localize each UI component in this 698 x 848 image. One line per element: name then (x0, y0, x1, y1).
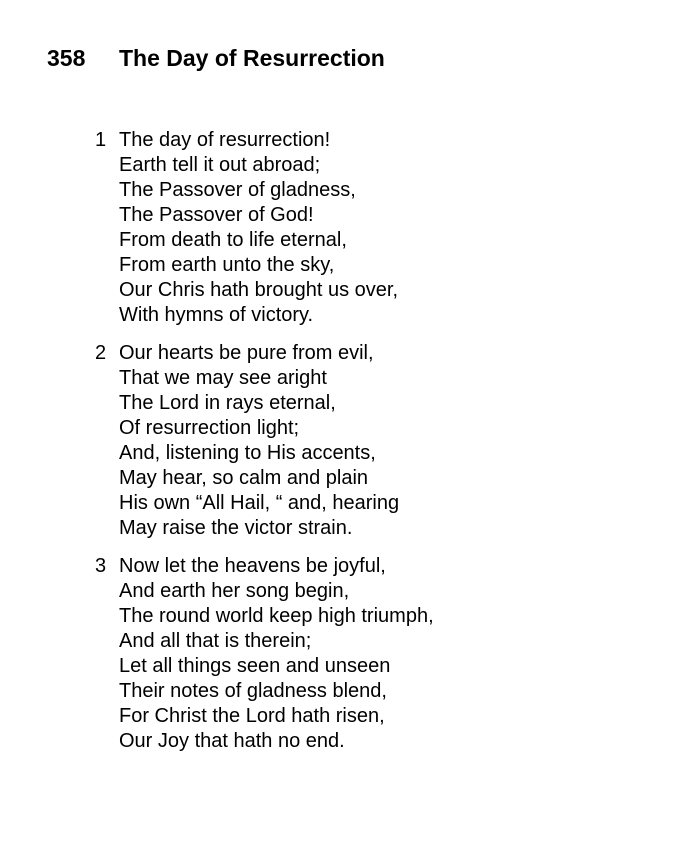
verse-line: The round world keep high triumph, (119, 605, 434, 627)
stanza-3 (95, 554, 434, 754)
verse-line: The Passover of God! (119, 204, 314, 226)
stanza-1 (95, 128, 434, 328)
verse-line: With hymns of victory. (119, 304, 314, 326)
verse-line: From death to life eternal, (119, 229, 347, 251)
verse-line: The day of resurrection! (119, 129, 331, 151)
hymn-header (47, 43, 385, 73)
verse-line: Now let the heavens be joyful, (119, 555, 386, 577)
verse-line: And earth her song begin, (119, 580, 350, 602)
stanza-lines (119, 128, 434, 328)
stanza-lines (119, 554, 434, 754)
verse-line: His own “All Hail, “ and, hearing (119, 492, 400, 514)
verse-line: The Passover of gladness, (119, 179, 356, 201)
verse-line: The Lord in rays eternal, (119, 392, 336, 414)
verse-line: That we may see aright (119, 367, 327, 389)
stanzas (95, 128, 434, 767)
verse-line: Of resurrection light; (119, 417, 300, 439)
hymn-number: 358 (47, 45, 86, 71)
verse-line: Let all things seen and unseen (119, 655, 391, 677)
verse-line: Our Chris hath brought us over, (119, 279, 399, 301)
hymn-title: The Day of Resurrection (119, 45, 385, 71)
stanza-number: 1 (95, 129, 107, 151)
verse-line: For Christ the Lord hath risen, (119, 705, 385, 727)
verse-line: Our hearts be pure from evil, (119, 342, 374, 364)
verse-line: Our Joy that hath no end. (119, 730, 345, 752)
verse-line: May raise the victor strain. (119, 517, 353, 539)
verse-line: And, listening to His accents, (119, 442, 376, 464)
verse-line: May hear, so calm and plain (119, 467, 369, 489)
verse-line: And all that is therein; (119, 630, 312, 652)
stanza-lines (119, 341, 434, 541)
verse-line: Their notes of gladness blend, (119, 680, 387, 702)
stanza-number: 3 (95, 555, 107, 577)
verse-line: From earth unto the sky, (119, 254, 335, 276)
stanza-number: 2 (95, 342, 107, 364)
stanza-2 (95, 341, 434, 541)
verse-line: Earth tell it out abroad; (119, 154, 321, 176)
